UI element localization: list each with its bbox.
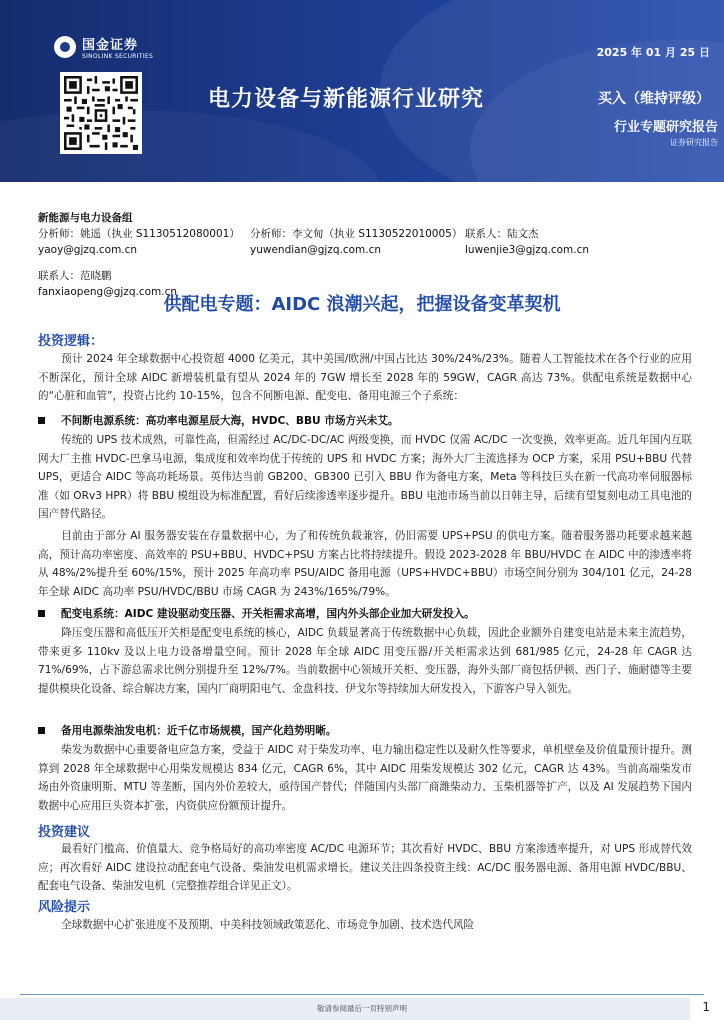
analyst-group: 新能源与电力设备组 — [38, 212, 133, 224]
paragraph: 降压变压器和高低压开关柜是配变电系统的核心，AIDC 负载显著高于传统数据中心负载，因此企业额外自建变电站是未来主流趋势，带来更多 110kv 及以上电力设备增量空间。预计 2028 年全球 AIDC 用变压器/开关柜需求达到 681/985 亿元，24-28 年 CAGR 达 71%/69%，占下游总需求比例分别提升至 12%/7%。当前数据中心领域开关柜、变压器，海外头部厂商包括伊顿、西门子、施耐德等主要提供模块化设备、综合解决方案，国内厂商明阳电气、金盘科技、伊戈尔等持续加大研发投入，下游客户导入领先。 — [38, 627, 692, 695]
analyst-email[interactable]: yuwendian@gjzq.com.cn — [250, 244, 382, 256]
document-title: 供配电专题：AIDC 浪潮兴起，把握设备变革契机 — [163, 294, 561, 315]
company-logo — [54, 34, 153, 60]
bullet-square-icon — [38, 610, 45, 617]
analyst-email-row — [38, 242, 698, 258]
report-type: 行业专题研究报告 — [613, 120, 718, 135]
section-heading-advice: 投资建议 — [38, 825, 91, 840]
analyst-row — [38, 226, 698, 242]
contact-email[interactable]: luwenjie3@gjzq.com.cn — [465, 244, 590, 256]
logo-name-en: SINOLINK SECURITIES — [82, 53, 154, 60]
contact-email[interactable]: fanxiaopeng@gjzq.com.cn — [38, 286, 178, 298]
bullet-heading: 不间断电源系统：高功率电源星辰大海，HVDC、BBU 市场方兴未艾。 — [38, 413, 692, 428]
qr-code-icon — [60, 72, 142, 154]
contact-name: 联系人：陆文杰 — [465, 228, 539, 240]
paragraph: 预计 2024 年全球数据中心投资超 4000 亿美元，其中美国/欧洲/中国占比达 30%/24%/23%。随着人工智能技术在各个行业的应用不断深化，预计全球 AIDC 新增装机量有望从 2024 年的 7GW 增长至 2028 年的 59GW，CAGR 高达 73%。供配电系统是数据中心的“心脏和血管”，投资占比约 10-15%，包含不间断电源、配变电、备用电源三个子系统： — [38, 353, 692, 403]
footer-disclaimer[interactable]: 敬请参阅最后一页特别声明 — [317, 1004, 407, 1013]
logo-icon — [54, 36, 76, 58]
analyst-name: 分析师：李文甸（执业 S1130522010005） — [250, 228, 463, 240]
rating-label: 买入（维持评级） — [598, 91, 710, 107]
report-date: 2025 年 01 月 25 日 — [596, 46, 710, 59]
paragraph: 传统的 UPS 技术成熟，可靠性高，但需经过 AC/DC-DC/AC 两级变换，而 HVDC 仅需 AC/DC 一次变换，效率更高。近几年国内互联网大厂主推 HVDC-巴拿马电源，集成度和效率均优于传统的 UPS 和 HVDC 方案；海外大厂主流选择为 OCP 方案，采用 PSU+BBU 代替 UPS，更适合 AIDC 等高功耗场景。英伟达当前 GB200、GB300 已引入 BBU 作为备电方案，Meta 等科技巨头在新一代高功率伺服器标准（如 ORv3 HPR）将 BBU 模组设为标准配置，看好后续渗透率逐步提升。BBU 电池市场当前以日韩主导，后续有望复刻电动工具电池的国产替代路径。 — [38, 434, 692, 521]
contact-name: 联系人：范晓鹏 — [38, 270, 112, 282]
bullet-square-icon — [38, 417, 45, 424]
bullet-heading: 备用电源柴油发电机：近千亿市场规模，国产化趋势明晰。 — [38, 723, 692, 738]
analyst-email[interactable]: yaoy@gjzq.com.cn — [38, 244, 138, 256]
paragraph: 目前由于部分 AI 服务器安装在存量数据中心，为了和传统负载兼容，仍旧需要 UPS+PSU 的供电方案。随着服务器功耗要求越来越高，预计高功率密度、高效率的 PSU+BBU、HVDC+PSU 方案占比将持续提升。假设 2023-2028 年 BBU/HVDC 在 AIDC 中的渗透率将从 48%/2%提升至 60%/15%，预计 2025 年高功率 PSU/AIDC 备用电源（UPS+HVDC+BBU）市场空间分别为 304/101 亿元，24-28 年全球 AIDC 高功率 PSU/HVDC/BBU 市场 CAGR 为 243%/165%/79%。 — [38, 530, 692, 598]
analyst-block — [38, 210, 698, 300]
analyst-name: 分析师：姚遥（执业 S1130512080001） — [38, 228, 240, 240]
bullet-heading: 配变电系统：AIDC 建设驱动变压器、开关柜需求高增，国内外头部企业加大研发投入。 — [38, 606, 692, 621]
report-subtype: 证券研究报告 — [670, 138, 718, 147]
logo-name-cn: 国金证券 — [82, 38, 139, 53]
industry-title: 电力设备与新能源行业研究 — [208, 87, 485, 112]
paragraph: 柴发为数据中心重要备电应急方案，受益于 AIDC 对于柴发功率、电力输出稳定性以及耐久性等要求，单机壁垒及价值量预计提升。测算到 2028 年全球数据中心用柴发规模达 834 亿元，CAGR 6%，其中 AIDC 用柴发规模达 302 亿元，CAGR 达 43%。当前高端柴发市场由外资康明斯、MTU 等垄断，国内外价差较大，亟待国产替代；伴随国内头部厂商潍柴动力、玉柴机器等扩产，以及 AI 发展趋势下国内数据中心应用巨头资本扩张，内资供应份额预计提升。 — [38, 744, 692, 812]
paragraph: 全球数据中心扩张进度不及预期、中美科技领域政策恶化、市场竞争加剧、技术迭代风险 — [61, 919, 475, 931]
section-heading-logic: 投资逻辑： — [38, 334, 104, 349]
footer-divider — [20, 994, 704, 995]
bullet-square-icon — [38, 727, 45, 734]
paragraph: 最看好门槛高、价值量大、竞争格局好的高功率密度 AC/DC 电源环节；其次看好 HVDC、BBU 方案渗透率提升，对 UPS 形成替代效应；再次看好 AIDC 建设拉动配套电气设备、柴油发电机需求增长。建议关注四条投资主线：AC/DC 服务器电源、备用电源 HVDC/BBU、配套电气设备、柴油发电机（完整推荐组合详见正文）。 — [38, 843, 692, 893]
qr-code-graphic — [64, 76, 138, 150]
report-header — [0, 0, 724, 182]
section-heading-risk: 风险提示 — [38, 900, 91, 915]
page-number: 1 — [702, 1000, 710, 1014]
